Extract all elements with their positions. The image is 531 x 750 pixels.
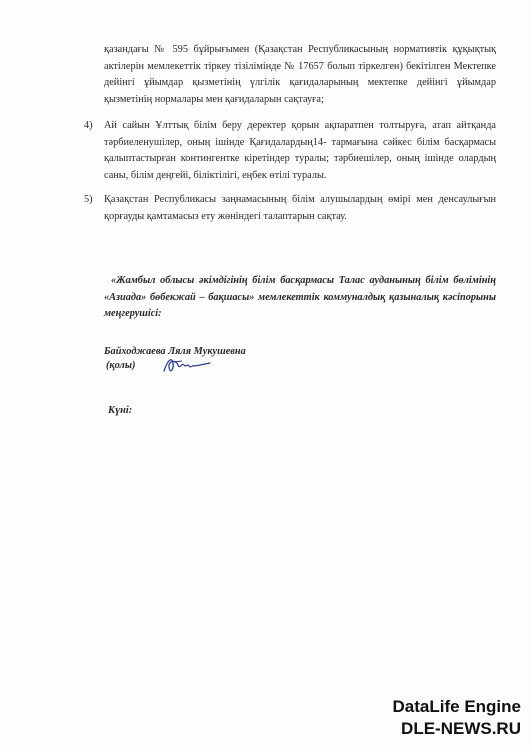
signature-block-title: «Жамбыл облысы әкімдігінің білім басқармасы Талас ауданының білім бөлімінің «Азиада» бөбекжай – бақшасы» мемлекеттік коммуналдық қазыналық кәсіпорыны меңгерушісі: (104, 275, 496, 320)
watermark-line-1: DataLife Engine (392, 697, 521, 716)
list-item-number: 5) (84, 194, 93, 205)
paragraph-top: қазандағы № 595 бұйрығымен (Қазақстан Республикасының нормативтік құқықтық актілерін мемлекеттік тіркеу тізілімінде № 17657 болып тіркелген) бекітілген Мектепке дейінгі ұйымдар қызметінің үлгілік қағидаларының мектепке дейінгі ұйымдар қызметінің нормалары мен қағидаларын сақтауға; (104, 44, 496, 105)
list-item-text: Қазақстан Республикасы заңнамасының білім алушылардың өмірі мен денсаулығын қорғауды қамтамасыз ету жөніндегі талаптарын сақтау. (104, 194, 496, 222)
watermark-line-2: DLE-NEWS.RU (401, 719, 521, 738)
watermark-logo (371, 696, 521, 740)
signature-label: (қолы) (106, 360, 136, 371)
list-item-5 (84, 192, 496, 225)
signer-name: Байходжаева Ляля Мукушевна (104, 346, 246, 357)
date-label: Күні: (108, 405, 133, 416)
handwritten-signature-icon (160, 353, 212, 379)
list-item-4 (84, 118, 496, 184)
list-item-number: 4) (84, 120, 93, 131)
list-item-text: Ай сайын Ұлттық білім беру деректер қорын ақпаратпен толтыруға, атап айтқанда тәрбиеленушілер, оның ішінде Қағидалардың14- тармағына сәйкес білім басқармасы қалыптастырған контингентке кіретіндер туралы; тәрбиешілер, оның ішінде олардың саны, білім деңгейі, біліктілігі, еңбек өтілі туралы. (104, 120, 496, 181)
